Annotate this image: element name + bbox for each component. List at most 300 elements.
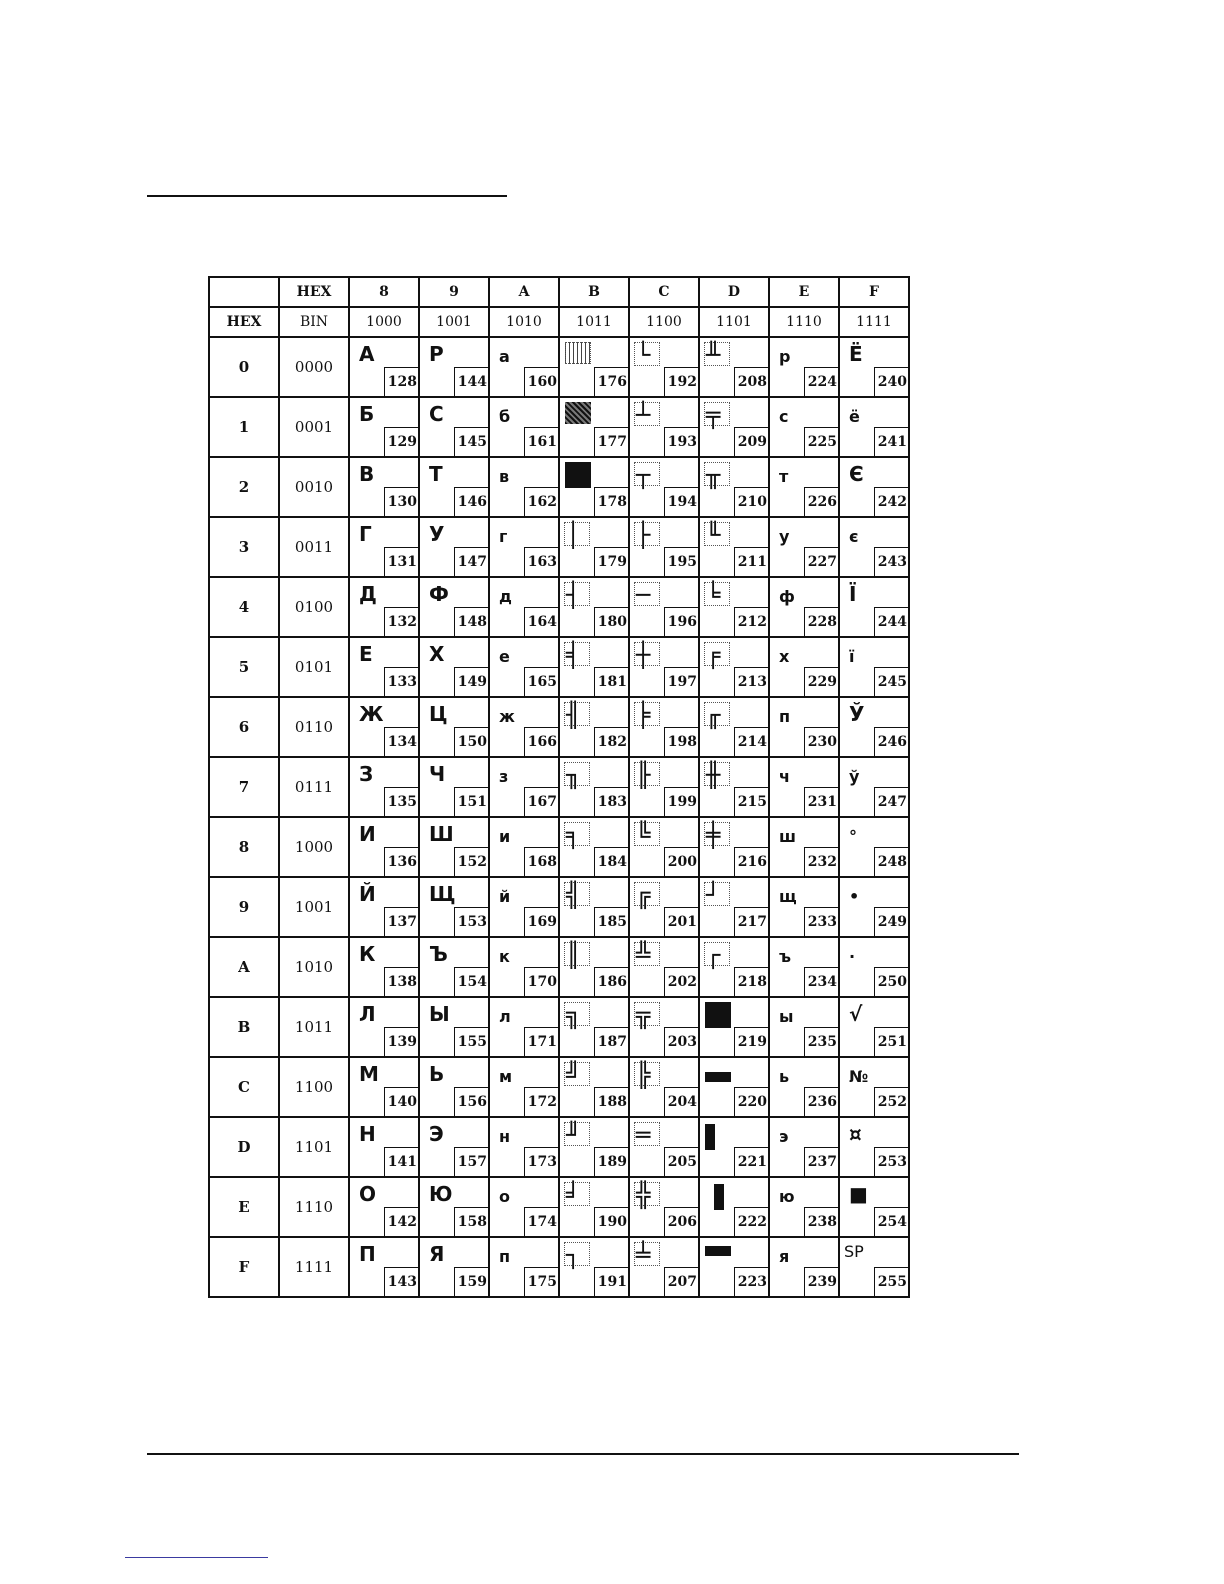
code-cell bbox=[629, 1177, 699, 1237]
decimal-code: 249 bbox=[874, 907, 910, 936]
code-cell bbox=[769, 937, 839, 997]
table-row bbox=[209, 697, 909, 757]
decimal-code: 202 bbox=[664, 967, 700, 996]
decimal-code: 194 bbox=[664, 487, 700, 516]
row-hex-label: 2 bbox=[209, 457, 279, 517]
code-cell bbox=[419, 697, 489, 757]
decimal-code: 241 bbox=[874, 427, 910, 456]
character-glyph: л bbox=[499, 1007, 511, 1026]
code-cell bbox=[839, 877, 909, 937]
box-drawing-glyph: ╢ bbox=[566, 701, 581, 729]
code-cell bbox=[629, 577, 699, 637]
box-drawing-glyph: ╨ bbox=[706, 341, 721, 369]
decimal-code: 181 bbox=[594, 667, 630, 696]
decimal-code: 146 bbox=[454, 487, 490, 516]
column-hex-header: F bbox=[839, 277, 909, 307]
decimal-code: 161 bbox=[524, 427, 560, 456]
code-cell bbox=[559, 337, 629, 397]
code-cell bbox=[559, 577, 629, 637]
character-glyph: ■ bbox=[849, 1182, 868, 1206]
character-glyph: А bbox=[359, 342, 375, 366]
code-cell bbox=[489, 1117, 559, 1177]
code-cell bbox=[769, 697, 839, 757]
column-hex-header: 9 bbox=[419, 277, 489, 307]
column-bin-header: 1100 bbox=[629, 307, 699, 337]
box-drawing-glyph: ═ bbox=[636, 1121, 651, 1149]
code-cell bbox=[629, 397, 699, 457]
character-glyph: ы bbox=[779, 1007, 794, 1026]
decimal-code: 192 bbox=[664, 367, 700, 396]
code-cell bbox=[629, 517, 699, 577]
character-glyph: ф bbox=[779, 587, 795, 606]
code-cell bbox=[559, 997, 629, 1057]
footer-rule bbox=[125, 1557, 268, 1558]
code-cell bbox=[489, 1057, 559, 1117]
character-glyph: № bbox=[849, 1067, 869, 1086]
light-shade-icon bbox=[565, 342, 591, 364]
code-cell bbox=[419, 637, 489, 697]
decimal-code: 216 bbox=[734, 847, 770, 876]
code-cell bbox=[419, 937, 489, 997]
box-drawing-glyph: ╕ bbox=[566, 821, 581, 849]
code-cell bbox=[699, 937, 769, 997]
code-cell bbox=[699, 517, 769, 577]
table-row bbox=[209, 1237, 909, 1297]
code-cell bbox=[489, 637, 559, 697]
box-drawing-glyph: ╗ bbox=[566, 1001, 581, 1029]
decimal-code: 149 bbox=[454, 667, 490, 696]
table-row bbox=[209, 997, 909, 1057]
decimal-code: 213 bbox=[734, 667, 770, 696]
decimal-code: 210 bbox=[734, 487, 770, 516]
bin-row-label: BIN bbox=[279, 307, 349, 337]
decimal-code: 228 bbox=[804, 607, 840, 636]
decimal-code: 167 bbox=[524, 787, 560, 816]
code-cell bbox=[349, 937, 419, 997]
code-cell bbox=[699, 1177, 769, 1237]
code-cell bbox=[489, 1237, 559, 1297]
code-cell bbox=[419, 457, 489, 517]
row-hex-label: C bbox=[209, 1057, 279, 1117]
row-bin-label: 1001 bbox=[279, 877, 349, 937]
character-glyph: П bbox=[359, 1242, 376, 1266]
decimal-code: 134 bbox=[384, 727, 420, 756]
code-cell bbox=[349, 457, 419, 517]
decimal-code: 182 bbox=[594, 727, 630, 756]
code-cell bbox=[349, 817, 419, 877]
decimal-code: 153 bbox=[454, 907, 490, 936]
hex-header-row bbox=[209, 277, 909, 307]
medium-shade-icon bbox=[565, 402, 591, 424]
box-drawing-glyph: ┌ bbox=[706, 941, 721, 969]
row-hex-label: A bbox=[209, 937, 279, 997]
box-drawing-glyph: ╛ bbox=[566, 1181, 581, 1209]
code-cell bbox=[769, 397, 839, 457]
decimal-code: 223 bbox=[734, 1267, 770, 1296]
decimal-code: 231 bbox=[804, 787, 840, 816]
code-cell bbox=[419, 1057, 489, 1117]
decimal-code: 219 bbox=[734, 1027, 770, 1056]
code-cell bbox=[419, 577, 489, 637]
decimal-code: 205 bbox=[664, 1147, 700, 1176]
row-bin-label: 0010 bbox=[279, 457, 349, 517]
decimal-code: 166 bbox=[524, 727, 560, 756]
row-bin-label: 0000 bbox=[279, 337, 349, 397]
character-glyph: п bbox=[499, 1247, 511, 1266]
column-hex-header: 8 bbox=[349, 277, 419, 307]
character-glyph: э bbox=[779, 1127, 789, 1146]
character-glyph: Б bbox=[359, 402, 375, 426]
code-cell bbox=[699, 997, 769, 1057]
code-cell bbox=[419, 1177, 489, 1237]
code-cell bbox=[839, 1117, 909, 1177]
decimal-code: 187 bbox=[594, 1027, 630, 1056]
code-cell bbox=[489, 517, 559, 577]
character-glyph: Є bbox=[849, 462, 864, 486]
decimal-code: 212 bbox=[734, 607, 770, 636]
character-glyph: Д bbox=[359, 582, 377, 606]
character-code-table bbox=[208, 276, 910, 1298]
box-drawing-glyph: ┴ bbox=[636, 401, 651, 429]
box-drawing-glyph: ╞ bbox=[636, 701, 651, 729]
code-cell bbox=[349, 877, 419, 937]
character-glyph: М bbox=[359, 1062, 379, 1086]
decimal-code: 254 bbox=[874, 1207, 910, 1236]
character-glyph: Э bbox=[429, 1122, 444, 1146]
corner-cell bbox=[209, 277, 279, 307]
code-cell bbox=[769, 577, 839, 637]
row-bin-label: 1000 bbox=[279, 817, 349, 877]
row-bin-label: 1110 bbox=[279, 1177, 349, 1237]
box-drawing-glyph: ╜ bbox=[566, 1121, 581, 1149]
row-bin-label: 0011 bbox=[279, 517, 349, 577]
character-glyph: SP bbox=[844, 1242, 864, 1261]
box-drawing-glyph: ╔ bbox=[636, 881, 651, 909]
code-cell bbox=[559, 937, 629, 997]
decimal-code: 221 bbox=[734, 1147, 770, 1176]
right-half-block-icon bbox=[714, 1184, 724, 1210]
row-bin-label: 1100 bbox=[279, 1057, 349, 1117]
code-cell bbox=[559, 397, 629, 457]
code-cell bbox=[349, 1057, 419, 1117]
character-glyph: я bbox=[779, 1247, 790, 1266]
code-cell bbox=[419, 337, 489, 397]
row-bin-label: 0100 bbox=[279, 577, 349, 637]
column-hex-header: E bbox=[769, 277, 839, 307]
code-cell bbox=[419, 997, 489, 1057]
box-drawing-glyph: ┼ bbox=[636, 641, 651, 669]
code-cell bbox=[769, 1117, 839, 1177]
character-glyph: о bbox=[499, 1187, 510, 1206]
code-cell bbox=[839, 937, 909, 997]
character-glyph: ¤ bbox=[849, 1122, 862, 1146]
decimal-code: 142 bbox=[384, 1207, 420, 1236]
code-cell bbox=[559, 637, 629, 697]
character-glyph: √ bbox=[849, 1002, 863, 1026]
character-glyph: Ц bbox=[429, 702, 448, 726]
row-hex-label: 6 bbox=[209, 697, 279, 757]
decimal-code: 145 bbox=[454, 427, 490, 456]
decimal-code: 242 bbox=[874, 487, 910, 516]
code-cell bbox=[489, 397, 559, 457]
code-cell bbox=[839, 757, 909, 817]
code-cell bbox=[489, 877, 559, 937]
box-drawing-glyph: ╝ bbox=[566, 1061, 581, 1089]
character-glyph: З bbox=[359, 762, 374, 786]
character-glyph: Ъ bbox=[429, 942, 448, 966]
decimal-code: 151 bbox=[454, 787, 490, 816]
character-glyph: Ф bbox=[429, 582, 449, 606]
box-drawing-glyph: ─ bbox=[636, 581, 651, 609]
box-drawing-glyph: ╪ bbox=[706, 821, 721, 849]
decimal-code: 170 bbox=[524, 967, 560, 996]
code-cell bbox=[629, 817, 699, 877]
box-drawing-glyph: └ bbox=[636, 341, 651, 369]
box-drawing-glyph: ├ bbox=[636, 521, 651, 549]
box-drawing-glyph: ╤ bbox=[706, 401, 721, 429]
decimal-code: 235 bbox=[804, 1027, 840, 1056]
code-cell bbox=[769, 757, 839, 817]
decimal-code: 188 bbox=[594, 1087, 630, 1116]
decimal-code: 200 bbox=[664, 847, 700, 876]
character-glyph: Р bbox=[429, 342, 444, 366]
box-drawing-glyph: ╠ bbox=[636, 1061, 651, 1089]
character-glyph: Ь bbox=[429, 1062, 445, 1086]
character-glyph: Л bbox=[359, 1002, 376, 1026]
code-cell bbox=[349, 517, 419, 577]
decimal-code: 150 bbox=[454, 727, 490, 756]
row-bin-label: 1010 bbox=[279, 937, 349, 997]
code-cell bbox=[629, 877, 699, 937]
decimal-code: 214 bbox=[734, 727, 770, 756]
box-drawing-glyph: ╒ bbox=[706, 641, 721, 669]
character-glyph: ъ bbox=[779, 947, 792, 966]
decimal-code: 252 bbox=[874, 1087, 910, 1116]
decimal-code: 196 bbox=[664, 607, 700, 636]
character-glyph: є bbox=[849, 527, 859, 546]
code-cell bbox=[349, 697, 419, 757]
character-glyph: Й bbox=[359, 882, 376, 906]
decimal-code: 253 bbox=[874, 1147, 910, 1176]
code-cell bbox=[489, 577, 559, 637]
decimal-code: 165 bbox=[524, 667, 560, 696]
decimal-code: 148 bbox=[454, 607, 490, 636]
character-glyph: Ё bbox=[849, 342, 863, 366]
character-glyph: ю bbox=[779, 1187, 795, 1206]
table-row bbox=[209, 817, 909, 877]
top-rule bbox=[147, 195, 507, 197]
character-glyph: х bbox=[779, 647, 790, 666]
decimal-code: 173 bbox=[524, 1147, 560, 1176]
code-cell bbox=[699, 1057, 769, 1117]
code-cell bbox=[559, 517, 629, 577]
decimal-code: 230 bbox=[804, 727, 840, 756]
decimal-code: 175 bbox=[524, 1267, 560, 1296]
decimal-code: 180 bbox=[594, 607, 630, 636]
code-cell bbox=[419, 877, 489, 937]
row-bin-label: 1011 bbox=[279, 997, 349, 1057]
column-hex-header: C bbox=[629, 277, 699, 307]
decimal-code: 168 bbox=[524, 847, 560, 876]
character-glyph: п bbox=[779, 707, 791, 726]
decimal-code: 179 bbox=[594, 547, 630, 576]
row-hex-label: B bbox=[209, 997, 279, 1057]
character-glyph: С bbox=[429, 402, 444, 426]
character-glyph: · bbox=[849, 947, 856, 966]
character-glyph: у bbox=[779, 527, 790, 546]
character-glyph: ї bbox=[849, 647, 855, 666]
decimal-code: 138 bbox=[384, 967, 420, 996]
code-cell bbox=[419, 517, 489, 577]
full-block-icon bbox=[705, 1002, 731, 1028]
code-cell bbox=[629, 637, 699, 697]
decimal-code: 208 bbox=[734, 367, 770, 396]
table-row bbox=[209, 637, 909, 697]
code-cell bbox=[559, 1237, 629, 1297]
character-glyph: В bbox=[359, 462, 375, 486]
decimal-code: 232 bbox=[804, 847, 840, 876]
decimal-code: 184 bbox=[594, 847, 630, 876]
character-glyph: Ї bbox=[849, 582, 857, 606]
character-glyph: н bbox=[499, 1127, 511, 1146]
character-glyph: т bbox=[779, 467, 789, 486]
row-hex-label: E bbox=[209, 1177, 279, 1237]
code-cell bbox=[839, 1057, 909, 1117]
character-glyph: щ bbox=[779, 887, 797, 906]
decimal-code: 215 bbox=[734, 787, 770, 816]
character-glyph: • bbox=[849, 887, 860, 906]
character-glyph: К bbox=[359, 942, 376, 966]
code-cell bbox=[769, 517, 839, 577]
character-glyph: с bbox=[779, 407, 789, 426]
decimal-code: 244 bbox=[874, 607, 910, 636]
row-bin-label: 0110 bbox=[279, 697, 349, 757]
character-glyph: ь bbox=[779, 1067, 790, 1086]
character-glyph: а bbox=[499, 347, 510, 366]
character-glyph: д bbox=[499, 587, 512, 606]
decimal-code: 193 bbox=[664, 427, 700, 456]
character-glyph: з bbox=[499, 767, 509, 786]
hex-row-label: HEX bbox=[279, 277, 349, 307]
decimal-code: 152 bbox=[454, 847, 490, 876]
code-cell bbox=[489, 457, 559, 517]
character-glyph: Ы bbox=[429, 1002, 450, 1026]
decimal-code: 147 bbox=[454, 547, 490, 576]
code-cell bbox=[349, 337, 419, 397]
code-cell bbox=[559, 757, 629, 817]
decimal-code: 248 bbox=[874, 847, 910, 876]
row-hex-label: 3 bbox=[209, 517, 279, 577]
code-cell bbox=[769, 337, 839, 397]
column-hex-header: B bbox=[559, 277, 629, 307]
decimal-code: 131 bbox=[384, 547, 420, 576]
decimal-code: 136 bbox=[384, 847, 420, 876]
code-cell bbox=[349, 397, 419, 457]
code-cell bbox=[839, 397, 909, 457]
character-glyph: ° bbox=[849, 827, 857, 846]
decimal-code: 206 bbox=[664, 1207, 700, 1236]
character-glyph: У bbox=[429, 522, 445, 546]
decimal-code: 198 bbox=[664, 727, 700, 756]
code-cell bbox=[559, 1177, 629, 1237]
code-cell bbox=[629, 1117, 699, 1177]
decimal-code: 183 bbox=[594, 787, 630, 816]
decimal-code: 209 bbox=[734, 427, 770, 456]
character-glyph: Х bbox=[429, 642, 445, 666]
box-drawing-glyph: ╡ bbox=[566, 641, 581, 669]
decimal-code: 143 bbox=[384, 1267, 420, 1296]
character-glyph: ё bbox=[849, 407, 860, 426]
decimal-code: 234 bbox=[804, 967, 840, 996]
character-glyph: Ў bbox=[849, 702, 865, 726]
decimal-code: 233 bbox=[804, 907, 840, 936]
row-hex-label: D bbox=[209, 1117, 279, 1177]
code-cell bbox=[699, 877, 769, 937]
decimal-code: 227 bbox=[804, 547, 840, 576]
decimal-code: 160 bbox=[524, 367, 560, 396]
decimal-code: 224 bbox=[804, 367, 840, 396]
character-glyph: Г bbox=[359, 522, 372, 546]
decimal-code: 163 bbox=[524, 547, 560, 576]
decimal-code: 239 bbox=[804, 1267, 840, 1296]
bin-header-row bbox=[209, 307, 909, 337]
table-row bbox=[209, 877, 909, 937]
table-row bbox=[209, 577, 909, 637]
code-cell bbox=[699, 577, 769, 637]
code-cell bbox=[769, 1177, 839, 1237]
column-bin-header: 1010 bbox=[489, 307, 559, 337]
code-cell bbox=[349, 1117, 419, 1177]
character-glyph: б bbox=[499, 407, 511, 426]
code-cell bbox=[349, 577, 419, 637]
character-glyph: р bbox=[779, 347, 791, 366]
character-glyph: Ч bbox=[429, 762, 446, 786]
decimal-code: 140 bbox=[384, 1087, 420, 1116]
decimal-code: 171 bbox=[524, 1027, 560, 1056]
character-glyph: Я bbox=[429, 1242, 445, 1266]
decimal-code: 130 bbox=[384, 487, 420, 516]
decimal-code: 203 bbox=[664, 1027, 700, 1056]
decimal-code: 185 bbox=[594, 907, 630, 936]
character-glyph: Е bbox=[359, 642, 373, 666]
decimal-code: 155 bbox=[454, 1027, 490, 1056]
code-cell bbox=[839, 457, 909, 517]
code-cell bbox=[489, 757, 559, 817]
code-cell bbox=[839, 337, 909, 397]
decimal-code: 191 bbox=[594, 1267, 630, 1296]
code-cell bbox=[769, 997, 839, 1057]
decimal-code: 250 bbox=[874, 967, 910, 996]
code-cell bbox=[699, 817, 769, 877]
row-hex-label: 0 bbox=[209, 337, 279, 397]
code-cell bbox=[629, 697, 699, 757]
box-drawing-glyph: ╦ bbox=[636, 1001, 651, 1029]
decimal-code: 218 bbox=[734, 967, 770, 996]
box-drawing-glyph: ┐ bbox=[566, 1241, 581, 1269]
code-cell bbox=[489, 817, 559, 877]
character-glyph: Н bbox=[359, 1122, 376, 1146]
character-glyph: в bbox=[499, 467, 510, 486]
box-drawing-glyph: ┤ bbox=[566, 581, 581, 609]
box-drawing-glyph: ╟ bbox=[636, 761, 651, 789]
code-cell bbox=[559, 817, 629, 877]
code-cell bbox=[559, 1117, 629, 1177]
code-cell bbox=[699, 757, 769, 817]
column-bin-header: 1110 bbox=[769, 307, 839, 337]
decimal-code: 189 bbox=[594, 1147, 630, 1176]
character-glyph: И bbox=[359, 822, 376, 846]
row-hex-label: 9 bbox=[209, 877, 279, 937]
